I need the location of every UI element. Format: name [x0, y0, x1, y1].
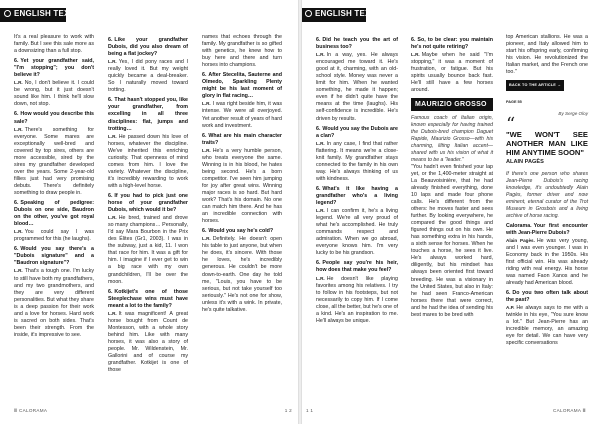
- interview-question: [108, 193, 188, 214]
- answer-text: That's a tough one. I'm lucky to still have both my grandfathers, and my two grandmothers, and they are very different personalities. But what they share is a deep passion for their work and a love for horses. Hard work is sacred on both sides. That's been their strength. From the inside, it's impressive to see.: [14, 268, 94, 338]
- interview-question: [108, 37, 188, 58]
- interview-answer: [14, 79, 94, 108]
- question-text: Would you say he's cold?: [208, 228, 274, 235]
- interview-answer: [506, 304, 588, 347]
- answer-text: In any case, I find that rather flattering. It means we're a close-knit family. My grandfather stays connected to the family in his own way. He's always thinking of us with kindness.: [316, 140, 398, 182]
- question-text: Kotkijet's one of those Steeplechase wins must have meant a lot to the family?: [108, 288, 188, 309]
- question-text: Speaking of pedigree: Dubois on one side, Baudron on the other, you've got royal blood…: [14, 200, 94, 228]
- answer-text: There's something for everyone. Some mares are exceptionally well-bred and covered by top sires, others are more accessible, sired by the sires my grandfather developed over the years. Some 2-year-old fillies just had very promising debuts. There's definitely something to draw people in.: [14, 126, 94, 196]
- intro-paragraph: Famous coach of Italian origin, known especially for having trained the Dubois-bred champion Daguet Rapide, Maurizio Grosso—with his charming, lilting Italian accent—shared with us his vision of what it means to be a "leader.": [411, 115, 493, 163]
- question-text: If you had to pick just one horse of your grandfather Dubois, which would it be?: [108, 192, 188, 214]
- byline: By Serge Oloy: [558, 111, 588, 117]
- question-text: Did he teach you the art of business too?: [316, 37, 398, 51]
- speaker-initials: L.R.: [202, 236, 211, 242]
- globe-icon: [305, 10, 312, 17]
- question-marker: 6.: [411, 37, 416, 43]
- quote-mark-icon: “: [506, 114, 516, 136]
- interview-question: [202, 228, 282, 235]
- question-text: What are his main character traits?: [202, 132, 282, 146]
- interview-answer: [316, 51, 398, 122]
- right-col-1: [316, 34, 398, 325]
- right-col-2: [411, 34, 493, 319]
- question-marker: 6.: [316, 37, 321, 43]
- body-paragraph: names that echoes through the family. My grandfather is so gifted with genetics, he knew how to buy here and there and turn horses into champions.: [202, 34, 282, 69]
- footer-brand: Ⅲ CALORAMA: [14, 408, 48, 413]
- question-text: What's it like having a grandfather who's a living legend?: [316, 185, 398, 207]
- interview-question: [14, 58, 94, 79]
- right-page-footer: [302, 406, 600, 416]
- footer-brand: CALORAMA Ⅲ: [553, 408, 586, 413]
- pull-quote: "WE WON'T SEE ANOTHER MAN LIKE HIM ANYTIME SOON": [506, 130, 588, 157]
- question-text: Do you two often talk about the past?: [506, 290, 588, 304]
- speaker-initials: L.R.: [316, 140, 325, 146]
- speaker-initials: L.R.: [316, 275, 325, 281]
- interview-question: [14, 200, 94, 228]
- left-page: [0, 0, 298, 424]
- speaker-initials: L.R.: [108, 310, 117, 316]
- answer-text: You could say I was programmed for this (he laughs).: [14, 229, 94, 243]
- left-page-header: [0, 8, 298, 24]
- page-number: 1 2: [284, 408, 292, 413]
- interview-question: [316, 37, 398, 51]
- interview-question: [14, 246, 94, 267]
- left-page-footer: [0, 406, 298, 416]
- question-text: That hasn't stopped you, like your grandfather, from excelling in all three disciplines: flat, jumps and trotting…: [108, 97, 188, 132]
- speaker-initials: Alain Pagès.: [506, 237, 535, 243]
- interview-question: [316, 126, 398, 140]
- question-marker: 6.: [316, 260, 321, 267]
- speaker-initials: L.R.: [108, 215, 117, 221]
- question-text: People say you're his heir, how does that make you feel?: [316, 260, 398, 274]
- intro-paragraph: If there's one person who shares Jean-Pierre Dubois's racing knowledge, it's undoubtedly Alain Pagès, former driver and now eminent, eternal curator of the Trot Museum in Grosbois and a living archive of horse racing.: [506, 171, 588, 219]
- speaker-initials: L.R.: [14, 126, 23, 132]
- interview-answer: [108, 214, 188, 285]
- question-marker: 6.: [108, 37, 113, 43]
- left-col-1: [14, 34, 94, 339]
- question-marker: 6.: [14, 200, 19, 207]
- question-marker: 6.: [316, 185, 321, 192]
- question-marker: 6.: [108, 192, 113, 199]
- body-paragraph: top American stallions. He was a pioneer, and Italy allowed him to start his offspring early, confirming his vision. He revolutionized the Italian market, and the French one too.": [506, 34, 588, 76]
- pull-quote-author: ALAIN PAGÈS: [506, 159, 544, 166]
- speaker-initials: L.R.: [14, 80, 23, 86]
- answer-text: He always says to me with a twinkle in his eye, "You sure know a lot." But Jean-Pierre has an incredible memory, an amazing eye for detail. We can have very specific conversations: [506, 305, 588, 347]
- interview-question: [202, 72, 282, 100]
- question-marker: 6.: [316, 125, 321, 132]
- answer-text: I can confirm it, he's a living legend. We're all very proud of what he's accomplished. He truly commands respect and admiration. When we go abroad, everyone knows him. I'm very lucky to be his grandson.: [316, 208, 398, 257]
- answer-text: It was magnificent! A great horse bought from Count de Montesson, with a whole story behind him. Like with many horses, it was also a story of people. Mr. Wildenstein, Mr. Gallorini and of course my grandfather. Kotkijet is one of those: [108, 310, 188, 374]
- answer-text: He's a very humble person, who treats everyone the same. Winning is in his blood, he hates being second. He's a born competitor. I've seen him jumping for joy after great wins. Winning major races is so hard. But hard work? That's his domain. No one can match him there. And he has an incredible connection with horses.: [202, 147, 282, 225]
- body-paragraph: It's a real pleasure to work with family. But I see this sale more as a downsizing than a full stop.: [14, 34, 94, 55]
- speaker-initials: L.R.: [14, 268, 23, 274]
- answer-text: Definitely. He doesn't open his table to just anyone, but when he does, it's sincere. With those he loves, he's incredibly generous. He couldn't be more down-to-earth. One day he told me, "Louis, you have to be serious, but not take yourself too seriously." He's not one for show, unless it's with a wink. In private, he's quite talkative.: [202, 236, 282, 313]
- question-text: After Stecelita, Sauterne and Olmedo, Sparkling Plenty might be his last moment of glory in flat racing…: [202, 72, 282, 100]
- interview-question: [411, 37, 493, 51]
- interview-answer: [316, 275, 398, 325]
- answer-text: He doesn't like playing favorites among his relatives. I try to follow in his footsteps, but not necessarily to copy him. If I come close, all the better, but he's one of a kind. He's an inspiration to me. He'll always be unique.: [316, 275, 398, 324]
- left-col-3: [202, 34, 282, 314]
- page-number: 1 1: [306, 408, 314, 413]
- interview-answer: [14, 126, 94, 197]
- question-marker: 6.: [506, 290, 511, 297]
- right-page-header: [302, 8, 600, 24]
- interview-question: [108, 289, 188, 310]
- question-marker: 6.: [108, 288, 113, 295]
- question-text: Would you say there's a "Dubois signature" and a "Baudron signature"?: [14, 246, 94, 267]
- section-label: ENGLISH TEXTS: [305, 9, 381, 18]
- interview-question: [14, 111, 94, 125]
- answer-text: He passed down his love of horses, whatever the discipline. We've inherited this enriching curiosity. That openness of mind comes from him. I love the variety. Whatever the discipline, it's incredibly rewarding to work with a high-level horse.: [108, 133, 188, 189]
- interview-question: [506, 223, 588, 237]
- interview-question: [506, 290, 588, 304]
- question-marker: 6.: [108, 97, 113, 104]
- body-paragraph: "You hadn't even finished your lap yet, or the 1,400-meter straight at La Beauvoisinière, that he had already finished everything, done 10 laps and made four phone calls. He's different from the others: he moves faster and sees further. By looking everywhere, he compared the good things and figured things out on his own. He has something extra in his hands, a sixth sense for horses. When he touches a horse, he sees it live. He's always worked hard, diligently, but his mindset has always been oriented first toward breeding. He was a visionary in the United States, but also in Italy: he had seen Franco-American horses there that were correct, and he had the idea of sending his best mares to be bred with: [411, 163, 493, 318]
- right-page: [302, 0, 600, 424]
- interview-answer: [202, 147, 282, 226]
- speaker-initials: L.R.: [202, 147, 211, 153]
- question-marker: 6.: [14, 111, 19, 118]
- interview-answer: [108, 133, 188, 190]
- answer-text: He was very young, and I was even younger. I was in Economy back in the 1950s. His first official win. His was already riding with real energy. His horse was named Faon Xanos and he already had American blood.: [506, 237, 588, 286]
- section-label: ENGLISH TEXTS: [4, 9, 80, 18]
- answer-text: In a way, yes. He always encouraged me toward it. He's good at it, charming, with an old-school style. Money was never a limit for him. When he wanted something, he made it happen; even if he didn't quite have the means at the time (laughs). His self-confidence is incredible. He's driven by results.: [316, 52, 398, 122]
- speaker-initials: L.R.: [316, 208, 325, 214]
- question-text: How would you describe this sale?: [14, 111, 94, 125]
- interview-question: [316, 260, 398, 274]
- speaker-initials: A.P.: [506, 305, 515, 311]
- interview-answer: [202, 100, 282, 129]
- right-col-3: [506, 34, 588, 347]
- interview-question: [316, 186, 398, 207]
- interview-answer: [14, 228, 94, 243]
- answer-text: He bred, trained and drove so many champions… Personally, I'd say Mara Bourbon in the Prix des Élites (Gr1, 2003). I was in the subway, just a kid, 11. I won that race for him. It was a gift for him. I imagine if I ever get to win a big race with my own grandchildren, I'll be over the moon.: [108, 215, 188, 285]
- globe-icon: [4, 10, 11, 17]
- question-text: So, to be clear: you maintain he's not quite retiring?: [411, 37, 493, 51]
- left-col-2: [108, 34, 188, 374]
- interview-answer: [506, 237, 588, 287]
- page-reference: PAGE 55: [506, 100, 522, 105]
- back-to-article-link[interactable]: BACK TO THE ARTICLE →: [506, 80, 564, 91]
- answer-text: No, I don't believe it. I could be wrong, but it just doesn't sound like him. I think he'll slow down, not stop.: [14, 80, 94, 108]
- speaker-initials: L.R.: [108, 133, 117, 139]
- question-marker: 6.: [14, 246, 19, 253]
- speaker-initials: L.R.: [202, 101, 211, 107]
- interview-answer: [108, 58, 188, 94]
- interview-answer: [316, 140, 398, 183]
- sidebar-title-bar: MAURIZIO GROSSO: [411, 98, 493, 111]
- interview-answer: [316, 207, 398, 257]
- answer-text: Maybe when he said "I'm stopping," it was a moment of frustration, or fatigue. But his spirits usually bounce back fast. He'll still have a few horses around.: [411, 52, 493, 94]
- question-text: Yet your grandfather said, "I'm stopping"; you don't believe it?: [14, 58, 94, 79]
- question-text: Would you say the Dubois are a clan?: [316, 125, 398, 139]
- speaker-initials: L.R.: [411, 52, 420, 58]
- answer-text: Yes, I did pony races and I really loved it. But my weight quickly became a deal-breaker. So I naturally moved toward trotting.: [108, 59, 188, 94]
- question-marker: 6.: [14, 58, 19, 65]
- speaker-initials: L.R.: [108, 59, 117, 65]
- interview-answer: [202, 235, 282, 314]
- interview-question: [202, 133, 282, 147]
- interview-question: [108, 97, 188, 132]
- answer-text: I was right beside him, it was intense. We were all overjoyed. Yet another result of years of hard work and investment.: [202, 101, 282, 129]
- question-marker: 6.: [202, 132, 207, 139]
- interview-answer: [14, 267, 94, 338]
- question-marker: 6.: [202, 228, 207, 235]
- speaker-initials: L.R.: [14, 229, 23, 235]
- question-text: Like your grandfather Dubois, did you also dream of being a flat jockey?: [108, 37, 188, 58]
- speaker-initials: L.R.: [316, 52, 325, 58]
- question-marker: Calorama.: [506, 222, 532, 229]
- interview-answer: [411, 51, 493, 94]
- question-text: Your first encounter with Jean-Pierre Dubois?: [506, 222, 588, 236]
- question-marker: 6.: [202, 72, 207, 79]
- interview-answer: [108, 310, 188, 374]
